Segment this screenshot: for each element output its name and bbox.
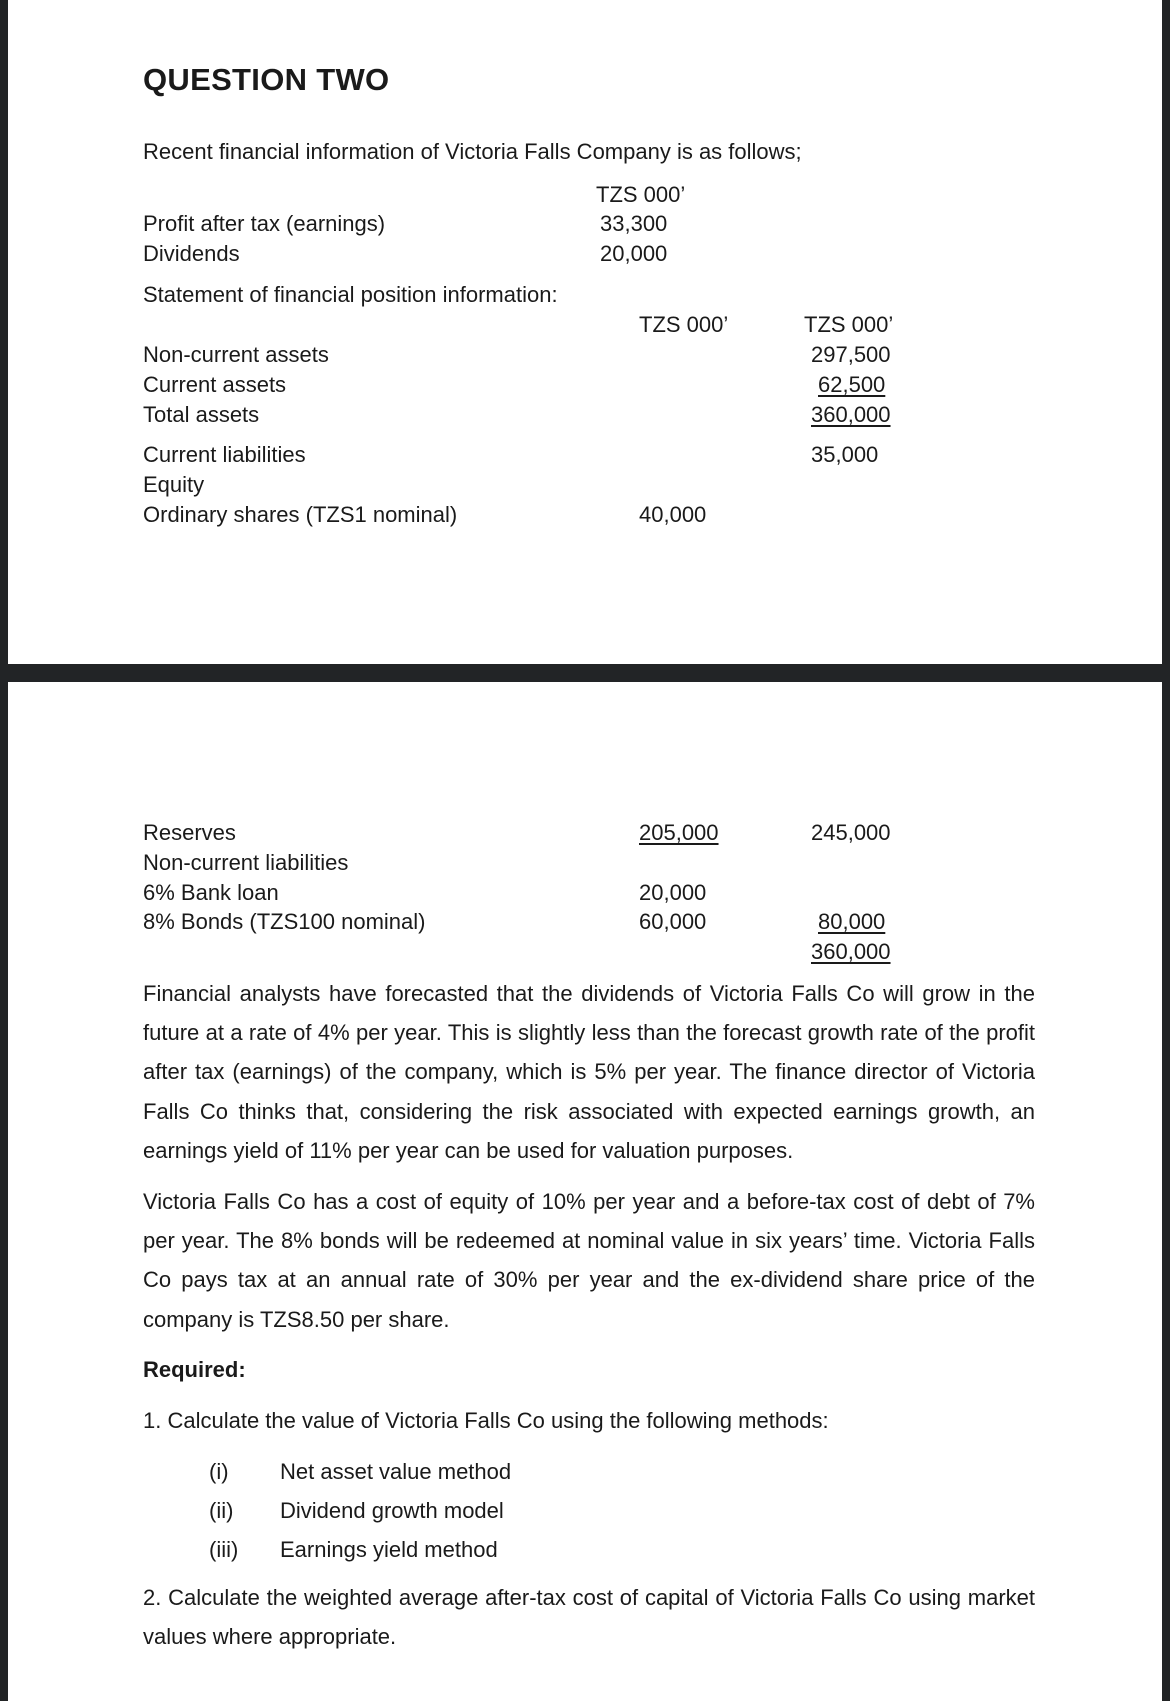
right-frame-border bbox=[1162, 0, 1170, 1701]
page-separator bbox=[0, 664, 1170, 682]
non-current-liabilities-label: Non-current liabilities bbox=[143, 850, 349, 875]
method-3-text: Earnings yield method bbox=[280, 1537, 498, 1562]
total-assets-value: 360,000 bbox=[811, 402, 891, 427]
method-2-text: Dividend growth model bbox=[280, 1498, 504, 1523]
non-current-assets-value: 297,500 bbox=[811, 342, 891, 367]
paragraph-growth-forecast: Financial analysts have forecasted that the dividends of Victoria Falls Co will grow in the future at a rate of 4% per year. This is slightly less than the forecast growth rate of the profit after tax (earnings) of the company, which is 5% per year. The finance director of Victoria Falls Co thinks that, considering the risk associated with expected earnings growth, an earnings yield of 11% per year can be used for valuation purposes. bbox=[143, 981, 1035, 1163]
current-assets-value: 62,500 bbox=[818, 372, 886, 397]
equity-label: Equity bbox=[143, 472, 205, 497]
bank-loan-value: 20,000 bbox=[639, 880, 707, 905]
bonds-col1-value: 60,000 bbox=[639, 909, 707, 934]
required-label: Required: bbox=[143, 1357, 246, 1382]
method-3-number: (iii) bbox=[209, 1537, 239, 1562]
dividends-value: 20,000 bbox=[600, 241, 668, 266]
profit-label: Profit after tax (earnings) bbox=[143, 211, 386, 236]
method-1-number: (i) bbox=[209, 1459, 229, 1484]
ordinary-shares-label: Ordinary shares (TZS1 nominal) bbox=[143, 502, 458, 527]
non-current-assets-label: Non-current assets bbox=[143, 342, 329, 367]
reserves-label: Reserves bbox=[143, 820, 236, 845]
sofp-col1-header: TZS 000’ bbox=[639, 312, 729, 337]
current-liabilities-label: Current liabilities bbox=[143, 442, 306, 467]
method-1-text: Net asset value method bbox=[280, 1459, 512, 1484]
document-page-2 bbox=[8, 682, 1162, 1701]
task-2-text: 2. Calculate the weighted average after-tax cost of capital of Victoria Falls Co using market values where appropriate. bbox=[143, 1585, 1035, 1650]
intro-text: Recent financial information of Victoria Falls Company is as follows; bbox=[143, 139, 802, 164]
task-1-text: 1. Calculate the value of Victoria Falls Co using the following methods: bbox=[143, 1408, 829, 1433]
profit-value: 33,300 bbox=[600, 211, 668, 236]
bonds-col2-value: 80,000 bbox=[818, 909, 886, 934]
bank-loan-label: 6% Bank loan bbox=[143, 880, 279, 905]
reserves-col2-value: 245,000 bbox=[811, 820, 891, 845]
bonds-label: 8% Bonds (TZS100 nominal) bbox=[143, 909, 426, 934]
sofp-heading: Statement of financial position information: bbox=[143, 282, 558, 307]
total-assets-label: Total assets bbox=[143, 402, 260, 427]
document-page-1 bbox=[8, 0, 1162, 664]
dividends-label: Dividends bbox=[143, 241, 240, 266]
total-equity-liabilities-value: 360,000 bbox=[811, 939, 891, 964]
current-liabilities-value: 35,000 bbox=[811, 442, 879, 467]
method-2-number: (ii) bbox=[209, 1498, 234, 1523]
left-frame-border bbox=[0, 0, 8, 1701]
ordinary-shares-value: 40,000 bbox=[639, 502, 707, 527]
current-assets-label: Current assets bbox=[143, 372, 287, 397]
question-title: QUESTION TWO bbox=[143, 62, 390, 97]
sofp-col2-header: TZS 000’ bbox=[804, 312, 894, 337]
reserves-col1-value: 205,000 bbox=[639, 820, 719, 845]
income-currency-header: TZS 000’ bbox=[596, 182, 686, 207]
paragraph-cost-of-capital: Victoria Falls Co has a cost of equity of 10% per year and a before-tax cost of debt of 7% per year. The 8% bonds will be redeemed at nominal value in six years’ time. Victoria Falls Co pays tax at an annual rate of 30% per year and the ex-dividend share price of the company is TZS8.50 per share. bbox=[143, 1189, 1035, 1332]
